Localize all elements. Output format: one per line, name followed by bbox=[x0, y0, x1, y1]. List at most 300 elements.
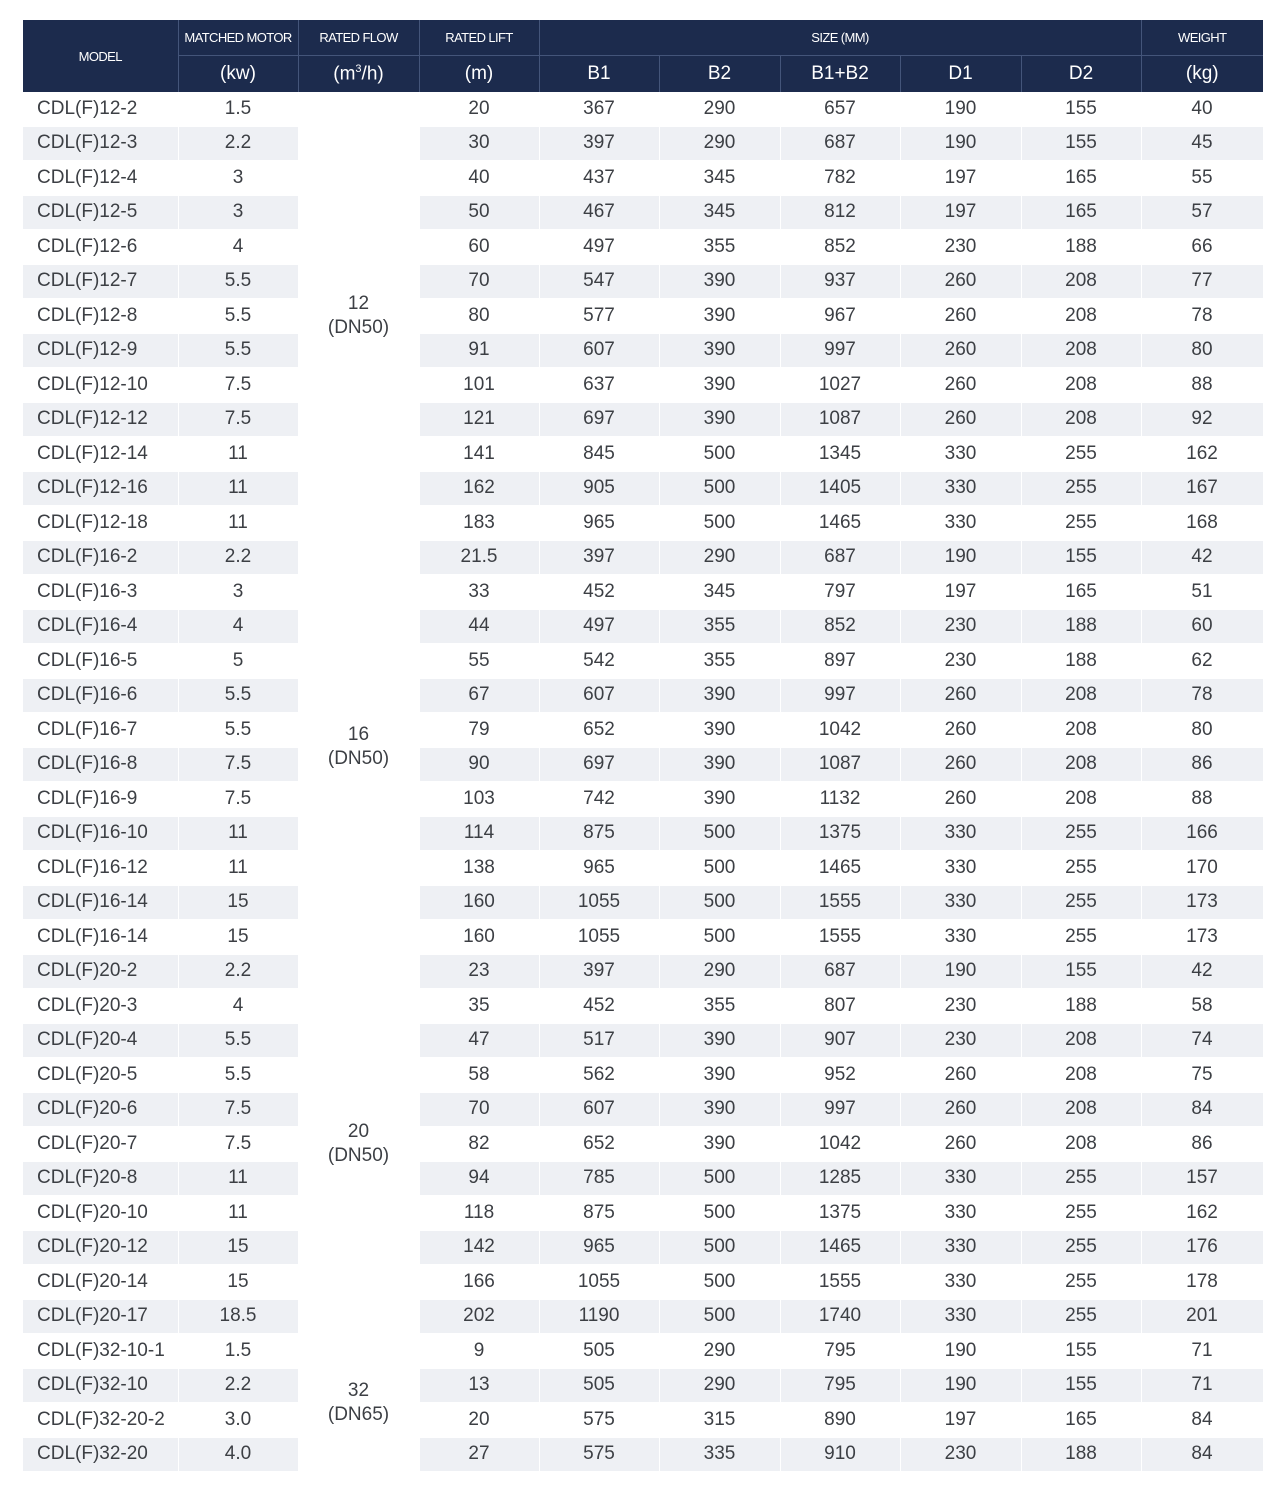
cell-d2: 155 bbox=[1021, 92, 1141, 126]
cell-model: CDL(F)16-2 bbox=[23, 540, 178, 575]
header-d1: D1 bbox=[900, 56, 1021, 93]
cell-b1: 497 bbox=[539, 230, 659, 265]
cell-b2: 390 bbox=[659, 747, 780, 782]
table-row bbox=[23, 678, 1263, 713]
cell-d1: 230 bbox=[900, 1437, 1021, 1472]
cell-weight: 166 bbox=[1141, 816, 1263, 851]
cell-d2: 165 bbox=[1021, 195, 1141, 230]
cell-weight: 75 bbox=[1141, 1058, 1263, 1093]
cell-weight: 45 bbox=[1141, 126, 1263, 161]
cell-b2: 500 bbox=[659, 851, 780, 886]
cell-b1-b2: 795 bbox=[780, 1368, 900, 1403]
unit-flow-pre: (m bbox=[333, 63, 356, 85]
cell-lift: 21.5 bbox=[419, 540, 539, 575]
cell-b2: 390 bbox=[659, 1023, 780, 1058]
cell-lift: 67 bbox=[419, 678, 539, 713]
cell-model: CDL(F)12-3 bbox=[23, 126, 178, 161]
cell-weight: 62 bbox=[1141, 644, 1263, 679]
cell-b1-b2: 687 bbox=[780, 126, 900, 161]
cell-b1: 1055 bbox=[539, 920, 659, 955]
cell-b1-b2: 852 bbox=[780, 609, 900, 644]
cell-lift: 121 bbox=[419, 402, 539, 437]
cell-model: CDL(F)12-4 bbox=[23, 161, 178, 196]
cell-motor: 11 bbox=[178, 851, 298, 886]
cell-lift: 103 bbox=[419, 782, 539, 817]
cell-model: CDL(F)20-12 bbox=[23, 1230, 178, 1265]
cell-weight: 42 bbox=[1141, 954, 1263, 989]
cell-b1-b2: 1345 bbox=[780, 437, 900, 472]
table-row bbox=[23, 126, 1263, 161]
cell-model: CDL(F)16-6 bbox=[23, 678, 178, 713]
table-row bbox=[23, 782, 1263, 817]
cell-d2: 208 bbox=[1021, 1092, 1141, 1127]
table-row bbox=[23, 1092, 1263, 1127]
cell-d1: 260 bbox=[900, 264, 1021, 299]
cell-weight: 162 bbox=[1141, 437, 1263, 472]
flow-dn: (DN50) bbox=[327, 316, 390, 338]
cell-lift: 101 bbox=[419, 368, 539, 403]
cell-d1: 330 bbox=[900, 506, 1021, 541]
table-row bbox=[23, 1230, 1263, 1265]
table-row bbox=[23, 506, 1263, 541]
cell-motor: 18.5 bbox=[178, 1299, 298, 1334]
cell-b1: 577 bbox=[539, 299, 659, 334]
cell-weight: 66 bbox=[1141, 230, 1263, 265]
cell-b2: 390 bbox=[659, 1092, 780, 1127]
cell-b2: 390 bbox=[659, 333, 780, 368]
cell-model: CDL(F)20-10 bbox=[23, 1196, 178, 1231]
cell-model: CDL(F)16-5 bbox=[23, 644, 178, 679]
cell-lift: 33 bbox=[419, 575, 539, 610]
header-unit-kw: (kw) bbox=[178, 56, 298, 93]
cell-motor: 11 bbox=[178, 1161, 298, 1196]
cell-b1-b2: 687 bbox=[780, 540, 900, 575]
cell-d1: 190 bbox=[900, 1368, 1021, 1403]
table-row bbox=[23, 1265, 1263, 1300]
cell-d1: 260 bbox=[900, 402, 1021, 437]
cell-model: CDL(F)20-4 bbox=[23, 1023, 178, 1058]
cell-weight: 71 bbox=[1141, 1368, 1263, 1403]
cell-b2: 500 bbox=[659, 920, 780, 955]
cell-d1: 260 bbox=[900, 713, 1021, 748]
cell-d2: 155 bbox=[1021, 1368, 1141, 1403]
cell-motor: 11 bbox=[178, 437, 298, 472]
table-row bbox=[23, 747, 1263, 782]
cell-motor: 11 bbox=[178, 506, 298, 541]
cell-model: CDL(F)32-10 bbox=[23, 1368, 178, 1403]
cell-d1: 260 bbox=[900, 1092, 1021, 1127]
cell-motor: 5.5 bbox=[178, 333, 298, 368]
cell-b1-b2: 1555 bbox=[780, 885, 900, 920]
cell-d2: 255 bbox=[1021, 437, 1141, 472]
cell-motor: 15 bbox=[178, 920, 298, 955]
cell-d1: 330 bbox=[900, 437, 1021, 472]
cell-model: CDL(F)16-7 bbox=[23, 713, 178, 748]
cell-b2: 345 bbox=[659, 195, 780, 230]
cell-d2: 255 bbox=[1021, 1161, 1141, 1196]
cell-model: CDL(F)20-6 bbox=[23, 1092, 178, 1127]
cell-b1-b2: 997 bbox=[780, 333, 900, 368]
cell-d1: 260 bbox=[900, 678, 1021, 713]
cell-motor: 4.0 bbox=[178, 1437, 298, 1472]
table-row bbox=[23, 264, 1263, 299]
cell-b2: 500 bbox=[659, 471, 780, 506]
cell-b2: 315 bbox=[659, 1403, 780, 1438]
cell-b1: 965 bbox=[539, 1230, 659, 1265]
cell-weight: 57 bbox=[1141, 195, 1263, 230]
header-b1: B1 bbox=[539, 56, 659, 93]
flow-dn: (DN50) bbox=[327, 748, 390, 769]
cell-b2: 345 bbox=[659, 161, 780, 196]
cell-d1: 190 bbox=[900, 954, 1021, 989]
cell-b2: 290 bbox=[659, 92, 780, 126]
cell-b2: 290 bbox=[659, 1368, 780, 1403]
cell-b1-b2: 812 bbox=[780, 195, 900, 230]
cell-weight: 80 bbox=[1141, 713, 1263, 748]
cell-d2: 208 bbox=[1021, 782, 1141, 817]
table-row bbox=[23, 92, 1263, 126]
cell-b1-b2: 782 bbox=[780, 161, 900, 196]
cell-model: CDL(F)16-3 bbox=[23, 575, 178, 610]
table-row bbox=[23, 1403, 1263, 1438]
cell-lift: 118 bbox=[419, 1196, 539, 1231]
cell-motor: 7.5 bbox=[178, 1092, 298, 1127]
table-row bbox=[23, 920, 1263, 955]
cell-b1: 785 bbox=[539, 1161, 659, 1196]
cell-motor: 1.5 bbox=[178, 1334, 298, 1369]
cell-b1-b2: 1555 bbox=[780, 1265, 900, 1300]
table-row bbox=[23, 230, 1263, 265]
cell-model: CDL(F)16-4 bbox=[23, 609, 178, 644]
cell-d2: 208 bbox=[1021, 368, 1141, 403]
cell-b2: 355 bbox=[659, 644, 780, 679]
cell-b1: 505 bbox=[539, 1334, 659, 1369]
flow-dn: (DN50) bbox=[327, 1144, 390, 1166]
cell-b2: 290 bbox=[659, 126, 780, 161]
cell-lift: 58 bbox=[419, 1058, 539, 1093]
cell-b1: 875 bbox=[539, 1196, 659, 1231]
cell-lift: 60 bbox=[419, 230, 539, 265]
cell-model: CDL(F)12-2 bbox=[23, 92, 178, 126]
cell-b1-b2: 1740 bbox=[780, 1299, 900, 1334]
table-row bbox=[23, 402, 1263, 437]
table-row bbox=[23, 299, 1263, 334]
cell-b1: 437 bbox=[539, 161, 659, 196]
cell-b1: 742 bbox=[539, 782, 659, 817]
cell-b1: 965 bbox=[539, 851, 659, 886]
cell-b2: 290 bbox=[659, 1334, 780, 1369]
cell-motor: 11 bbox=[178, 471, 298, 506]
cell-b2: 390 bbox=[659, 368, 780, 403]
cell-lift: 55 bbox=[419, 644, 539, 679]
cell-b1: 452 bbox=[539, 989, 659, 1024]
cell-lift: 20 bbox=[419, 1403, 539, 1438]
cell-b1: 467 bbox=[539, 195, 659, 230]
header-model: MODEL bbox=[23, 20, 178, 92]
cell-lift: 90 bbox=[419, 747, 539, 782]
cell-weight: 92 bbox=[1141, 402, 1263, 437]
cell-d2: 208 bbox=[1021, 299, 1141, 334]
cell-d1: 330 bbox=[900, 816, 1021, 851]
table-row bbox=[23, 644, 1263, 679]
cell-motor: 5.5 bbox=[178, 678, 298, 713]
cell-motor: 11 bbox=[178, 816, 298, 851]
cell-d1: 197 bbox=[900, 575, 1021, 610]
cell-d1: 330 bbox=[900, 851, 1021, 886]
cell-b1-b2: 1375 bbox=[780, 1196, 900, 1231]
cell-model: CDL(F)12-14 bbox=[23, 437, 178, 472]
cell-model: CDL(F)20-14 bbox=[23, 1265, 178, 1300]
cell-d2: 255 bbox=[1021, 885, 1141, 920]
table-row bbox=[23, 1127, 1263, 1162]
cell-lift: 40 bbox=[419, 161, 539, 196]
cell-d2: 165 bbox=[1021, 575, 1141, 610]
cell-b1-b2: 807 bbox=[780, 989, 900, 1024]
cell-d1: 330 bbox=[900, 885, 1021, 920]
cell-b1: 397 bbox=[539, 954, 659, 989]
cell-motor: 11 bbox=[178, 1196, 298, 1231]
cell-b2: 355 bbox=[659, 230, 780, 265]
table-row bbox=[23, 609, 1263, 644]
cell-weight: 78 bbox=[1141, 299, 1263, 334]
cell-d1: 197 bbox=[900, 1403, 1021, 1438]
cell-d1: 260 bbox=[900, 1127, 1021, 1162]
cell-motor: 4 bbox=[178, 230, 298, 265]
cell-model: CDL(F)12-10 bbox=[23, 368, 178, 403]
table-header bbox=[23, 20, 1263, 92]
cell-b1: 965 bbox=[539, 506, 659, 541]
cell-b1: 652 bbox=[539, 1127, 659, 1162]
flow-value: 20 bbox=[347, 1120, 370, 1142]
cell-motor: 1.5 bbox=[178, 92, 298, 126]
cell-motor: 2.2 bbox=[178, 540, 298, 575]
cell-d1: 230 bbox=[900, 230, 1021, 265]
cell-model: CDL(F)32-20 bbox=[23, 1437, 178, 1472]
cell-b2: 390 bbox=[659, 264, 780, 299]
cell-model: CDL(F)32-20-2 bbox=[23, 1403, 178, 1438]
cell-d1: 330 bbox=[900, 1230, 1021, 1265]
cell-model: CDL(F)12-7 bbox=[23, 264, 178, 299]
flow-value: 12 bbox=[347, 292, 370, 314]
cell-d2: 155 bbox=[1021, 126, 1141, 161]
cell-lift: 142 bbox=[419, 1230, 539, 1265]
cell-b1-b2: 687 bbox=[780, 954, 900, 989]
cell-model: CDL(F)20-8 bbox=[23, 1161, 178, 1196]
cell-d1: 260 bbox=[900, 368, 1021, 403]
cell-b1-b2: 1087 bbox=[780, 402, 900, 437]
cell-lift: 20 bbox=[419, 92, 539, 126]
cell-motor: 7.5 bbox=[178, 1127, 298, 1162]
cell-motor: 3 bbox=[178, 161, 298, 196]
cell-lift: 79 bbox=[419, 713, 539, 748]
table-row bbox=[23, 333, 1263, 368]
cell-b1-b2: 890 bbox=[780, 1403, 900, 1438]
table-row bbox=[23, 161, 1263, 196]
cell-d2: 165 bbox=[1021, 161, 1141, 196]
cell-motor: 5.5 bbox=[178, 264, 298, 299]
cell-b1-b2: 1465 bbox=[780, 506, 900, 541]
cell-b1-b2: 997 bbox=[780, 678, 900, 713]
cell-d2: 188 bbox=[1021, 609, 1141, 644]
cell-b1-b2: 657 bbox=[780, 92, 900, 126]
cell-d1: 260 bbox=[900, 782, 1021, 817]
cell-d1: 230 bbox=[900, 644, 1021, 679]
cell-lift: 23 bbox=[419, 954, 539, 989]
cell-d1: 197 bbox=[900, 195, 1021, 230]
table-row bbox=[23, 851, 1263, 886]
table-row bbox=[23, 989, 1263, 1024]
cell-motor: 15 bbox=[178, 885, 298, 920]
cell-b1: 562 bbox=[539, 1058, 659, 1093]
cell-d2: 255 bbox=[1021, 1299, 1141, 1334]
cell-d1: 260 bbox=[900, 333, 1021, 368]
cell-d2: 255 bbox=[1021, 816, 1141, 851]
header-unit-m: (m) bbox=[419, 56, 539, 93]
cell-rated-flow bbox=[298, 92, 419, 540]
cell-motor: 5.5 bbox=[178, 1023, 298, 1058]
header-unit-flow bbox=[298, 56, 419, 93]
header-unit-kg: (kg) bbox=[1141, 56, 1263, 93]
cell-model: CDL(F)32-10-1 bbox=[23, 1334, 178, 1369]
cell-b2: 345 bbox=[659, 575, 780, 610]
header-b1-b2: B1+B2 bbox=[780, 56, 900, 93]
cell-model: CDL(F)12-8 bbox=[23, 299, 178, 334]
cell-b2: 500 bbox=[659, 885, 780, 920]
cell-d2: 208 bbox=[1021, 678, 1141, 713]
cell-b1: 1055 bbox=[539, 885, 659, 920]
cell-d1: 190 bbox=[900, 1334, 1021, 1369]
cell-weight: 86 bbox=[1141, 1127, 1263, 1162]
cell-weight: 80 bbox=[1141, 333, 1263, 368]
cell-d2: 255 bbox=[1021, 920, 1141, 955]
table-row bbox=[23, 1368, 1263, 1403]
cell-weight: 84 bbox=[1141, 1092, 1263, 1127]
cell-d1: 330 bbox=[900, 920, 1021, 955]
cell-d2: 208 bbox=[1021, 747, 1141, 782]
cell-weight: 42 bbox=[1141, 540, 1263, 575]
cell-b2: 355 bbox=[659, 989, 780, 1024]
cell-d2: 255 bbox=[1021, 851, 1141, 886]
cell-motor: 7.5 bbox=[178, 402, 298, 437]
cell-model: CDL(F)12-18 bbox=[23, 506, 178, 541]
cell-motor: 2.2 bbox=[178, 954, 298, 989]
cell-b1-b2: 1465 bbox=[780, 851, 900, 886]
cell-b1-b2: 1042 bbox=[780, 713, 900, 748]
cell-motor: 7.5 bbox=[178, 747, 298, 782]
cell-model: CDL(F)16-14 bbox=[23, 885, 178, 920]
cell-d2: 165 bbox=[1021, 1403, 1141, 1438]
cell-motor: 2.2 bbox=[178, 126, 298, 161]
cell-b1: 607 bbox=[539, 333, 659, 368]
cell-b1: 517 bbox=[539, 1023, 659, 1058]
cell-d2: 255 bbox=[1021, 1196, 1141, 1231]
cell-weight: 168 bbox=[1141, 506, 1263, 541]
cell-model: CDL(F)20-17 bbox=[23, 1299, 178, 1334]
header-rated-lift: RATED LIFT bbox=[419, 20, 539, 56]
cell-motor: 2.2 bbox=[178, 1368, 298, 1403]
cell-d2: 255 bbox=[1021, 1230, 1141, 1265]
cell-rated-flow bbox=[298, 1334, 419, 1472]
cell-motor: 3 bbox=[178, 575, 298, 610]
pump-spec-table bbox=[23, 20, 1264, 1472]
cell-d2: 188 bbox=[1021, 644, 1141, 679]
cell-d2: 208 bbox=[1021, 402, 1141, 437]
cell-b2: 500 bbox=[659, 1265, 780, 1300]
table-row bbox=[23, 713, 1263, 748]
cell-b1-b2: 1285 bbox=[780, 1161, 900, 1196]
header-rated-flow: RATED FLOW bbox=[298, 20, 419, 56]
cell-rated-flow bbox=[298, 954, 419, 1334]
table-row bbox=[23, 1161, 1263, 1196]
cell-motor: 3 bbox=[178, 195, 298, 230]
cell-model: CDL(F)12-9 bbox=[23, 333, 178, 368]
cell-b2: 290 bbox=[659, 540, 780, 575]
cell-b1-b2: 1465 bbox=[780, 1230, 900, 1265]
cell-lift: 166 bbox=[419, 1265, 539, 1300]
cell-d2: 155 bbox=[1021, 1334, 1141, 1369]
cell-d1: 190 bbox=[900, 540, 1021, 575]
cell-b1-b2: 997 bbox=[780, 1092, 900, 1127]
cell-lift: 35 bbox=[419, 989, 539, 1024]
cell-b1: 905 bbox=[539, 471, 659, 506]
cell-lift: 183 bbox=[419, 506, 539, 541]
cell-d2: 208 bbox=[1021, 1127, 1141, 1162]
table-row bbox=[23, 195, 1263, 230]
table-row bbox=[23, 1437, 1263, 1472]
flow-dn: (DN65) bbox=[327, 1403, 390, 1425]
cell-b1-b2: 795 bbox=[780, 1334, 900, 1369]
cell-model: CDL(F)12-5 bbox=[23, 195, 178, 230]
cell-b1: 607 bbox=[539, 678, 659, 713]
cell-lift: 50 bbox=[419, 195, 539, 230]
cell-d2: 188 bbox=[1021, 230, 1141, 265]
cell-model: CDL(F)12-6 bbox=[23, 230, 178, 265]
table-row bbox=[23, 816, 1263, 851]
cell-b2: 390 bbox=[659, 1127, 780, 1162]
cell-weight: 71 bbox=[1141, 1334, 1263, 1369]
cell-model: CDL(F)16-10 bbox=[23, 816, 178, 851]
table-row bbox=[23, 471, 1263, 506]
cell-b2: 390 bbox=[659, 299, 780, 334]
cell-weight: 162 bbox=[1141, 1196, 1263, 1231]
cell-b2: 390 bbox=[659, 713, 780, 748]
cell-model: CDL(F)12-16 bbox=[23, 471, 178, 506]
table-row bbox=[23, 1334, 1263, 1369]
cell-b2: 500 bbox=[659, 1230, 780, 1265]
cell-b1: 542 bbox=[539, 644, 659, 679]
cell-motor: 3.0 bbox=[178, 1403, 298, 1438]
table-row bbox=[23, 954, 1263, 989]
cell-model: CDL(F)16-8 bbox=[23, 747, 178, 782]
cell-b1: 1190 bbox=[539, 1299, 659, 1334]
cell-b1-b2: 1027 bbox=[780, 368, 900, 403]
cell-b2: 500 bbox=[659, 1161, 780, 1196]
cell-model: CDL(F)20-3 bbox=[23, 989, 178, 1024]
cell-weight: 88 bbox=[1141, 368, 1263, 403]
cell-d2: 255 bbox=[1021, 1265, 1141, 1300]
cell-weight: 201 bbox=[1141, 1299, 1263, 1334]
cell-b2: 335 bbox=[659, 1437, 780, 1472]
cell-b2: 355 bbox=[659, 609, 780, 644]
cell-b2: 500 bbox=[659, 1299, 780, 1334]
header-b2: B2 bbox=[659, 56, 780, 93]
cell-lift: 80 bbox=[419, 299, 539, 334]
cell-d1: 260 bbox=[900, 299, 1021, 334]
cell-lift: 160 bbox=[419, 885, 539, 920]
cell-lift: 9 bbox=[419, 1334, 539, 1369]
table-row bbox=[23, 885, 1263, 920]
cell-weight: 88 bbox=[1141, 782, 1263, 817]
